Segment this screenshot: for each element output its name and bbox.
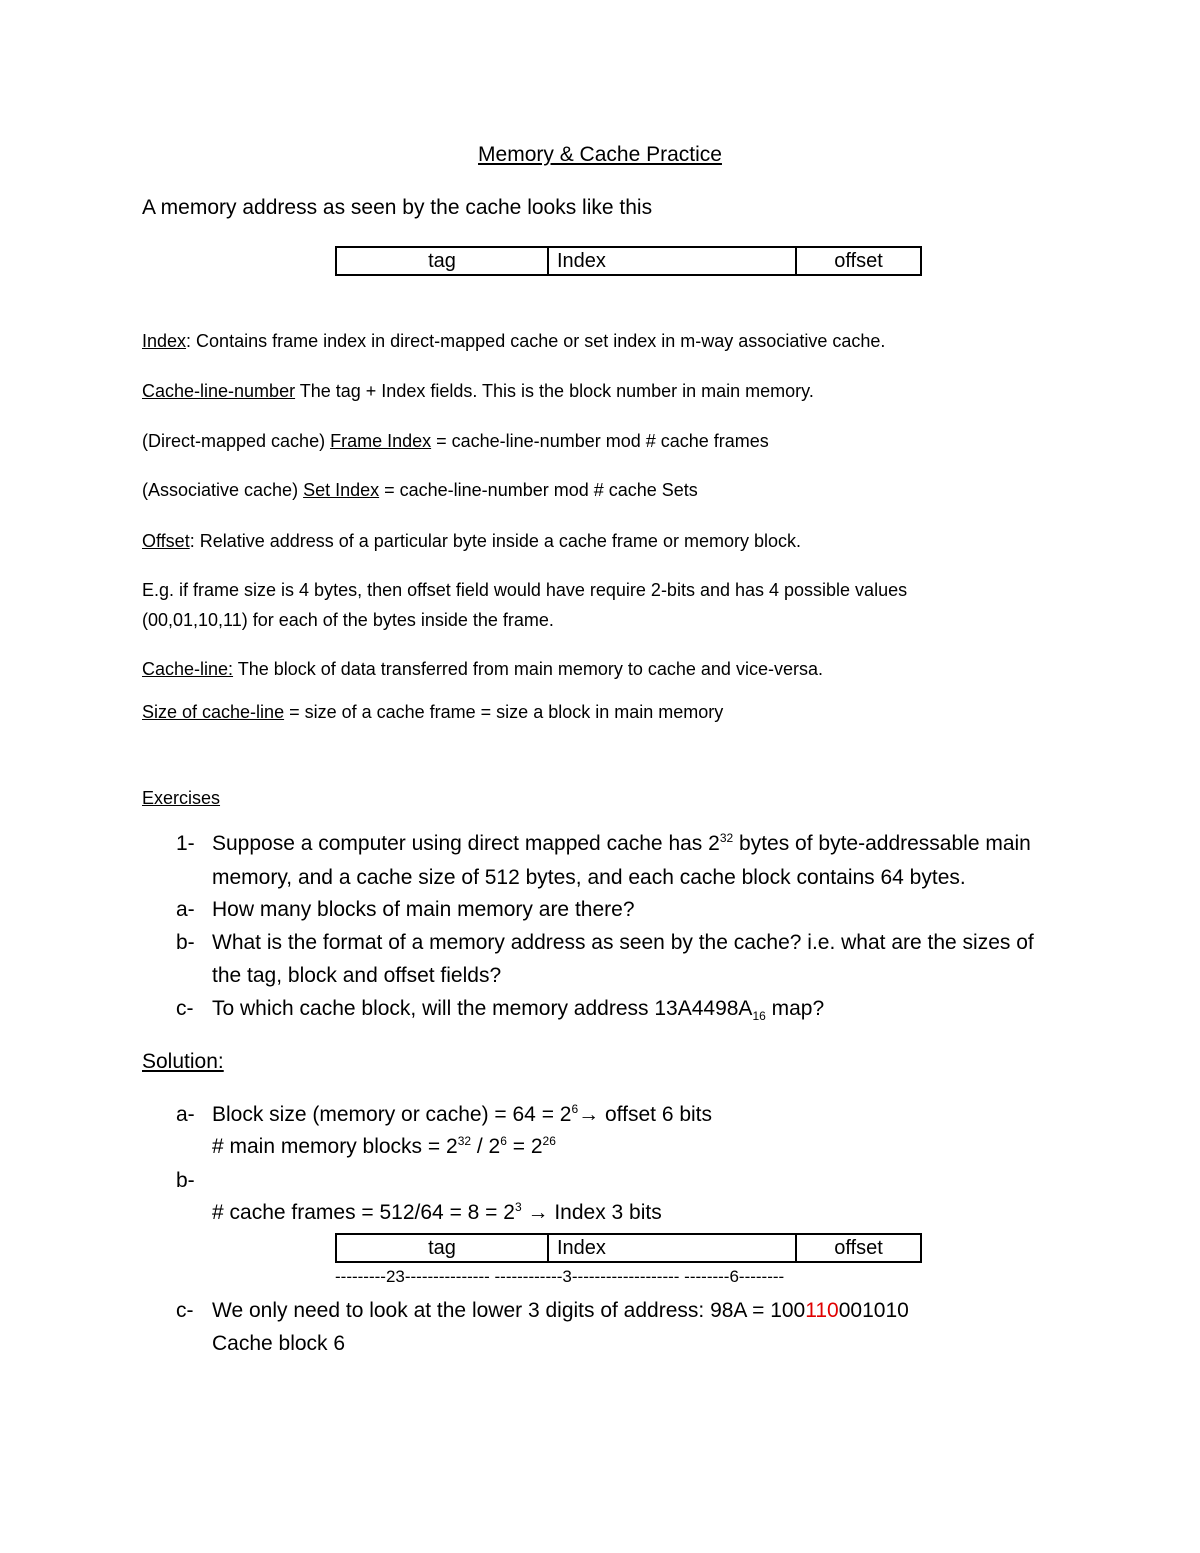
solution-heading: Solution: <box>142 1050 224 1073</box>
definition-set-index: (Associative cache) Set Index = cache-line-number mod # cache Sets <box>142 480 698 500</box>
solution-c-line-1: We only need to look at the lower 3 digits of address: 98A = 100110001010 <box>212 1299 909 1322</box>
solution-c-number: c- <box>176 1299 194 1322</box>
question-a: How many blocks of main memory are there? <box>212 898 635 921</box>
tag-field: tag <box>336 247 548 275</box>
solution-b-line-1: # cache frames = $512/64 = 8 = 2^3$ → Index 3 bits <box>212 1200 662 1224</box>
question-b-line-1: What is the format of a memory address as seen by the cache? i.e. what are the sizes of <box>212 931 1034 954</box>
intro-text: A memory address as seen by the cache looks like this <box>142 196 653 219</box>
index-field: Index <box>548 247 796 275</box>
page-title: Memory & Cache Practice <box>478 143 722 166</box>
question-1-line-1: Suppose a computer using direct mapped cache has $2^{32}$ bytes of byte-addressable main <box>212 831 1031 855</box>
solution-b-number: b- <box>176 1169 195 1192</box>
question-1-number: 1- <box>176 832 195 855</box>
example-line-1: E.g. if frame size is 4 bytes, then offset field would have require 2-bits and has 4 possible values <box>142 580 908 600</box>
index-bits-highlight: 110 <box>805 1299 839 1322</box>
definition-size-of-cache-line: Size of cache-line = size of a cache frame = size a block in main memory <box>142 702 724 722</box>
solution-offset-field: offset <box>796 1234 921 1262</box>
question-a-number: a- <box>176 898 195 921</box>
right-arrow-icon: → <box>521 1201 549 1224</box>
right-arrow-icon: → <box>578 1103 600 1126</box>
definition-cache-line-number: Cache-line-number The tag + Index fields. This is the block number in main memory. <box>142 381 814 401</box>
solution-a-line-2: # main memory blocks = $2^{32} / 2^6 = 2^{26}$ <box>212 1134 556 1158</box>
solution-c-line-2: Cache block 6 <box>212 1332 346 1355</box>
solution-a-number: a- <box>176 1103 195 1126</box>
definition-cache-line: Cache-line: The block of data transferred from main memory to cache and vice-versa. <box>142 659 823 679</box>
field-size-dashes: ---------23--------------- ------------3------------------- --------6-------- <box>335 1267 785 1286</box>
question-1-line-2: memory, and a cache size of 512 bytes, and each cache block contains 64 bytes. <box>212 866 966 889</box>
solution-a-line-1: Block size (memory or cache) = $64 = 2^6\to$ offset 6 bits <box>212 1102 713 1126</box>
solution-tag-field: tag <box>336 1234 548 1262</box>
question-b-number: b- <box>176 931 195 954</box>
solution-index-field: Index <box>548 1234 796 1262</box>
question-b-line-2: the tag, block and offset fields? <box>212 964 502 987</box>
solution-address-format-table <box>335 1233 922 1263</box>
definition-index: Index: Contains frame index in direct-mapped cache or set index in m-way associative cache. <box>142 331 886 351</box>
address-format-table <box>335 246 922 276</box>
example-line-2: (00,01,10,11) for each of the bytes inside the frame. <box>142 610 554 630</box>
offset-field: offset <box>796 247 921 275</box>
exercises-heading: Exercises <box>142 788 221 808</box>
question-c: To which cache block, will the memory address $13A4498A_{16}$ map? <box>212 997 825 1024</box>
definition-offset: Offset: Relative address of a particular byte inside a cache frame or memory block. <box>142 531 801 551</box>
definition-frame-index: (Direct-mapped cache) Frame Index = cache-line-number mod # cache frames <box>142 431 769 451</box>
question-c-number: c- <box>176 997 194 1020</box>
